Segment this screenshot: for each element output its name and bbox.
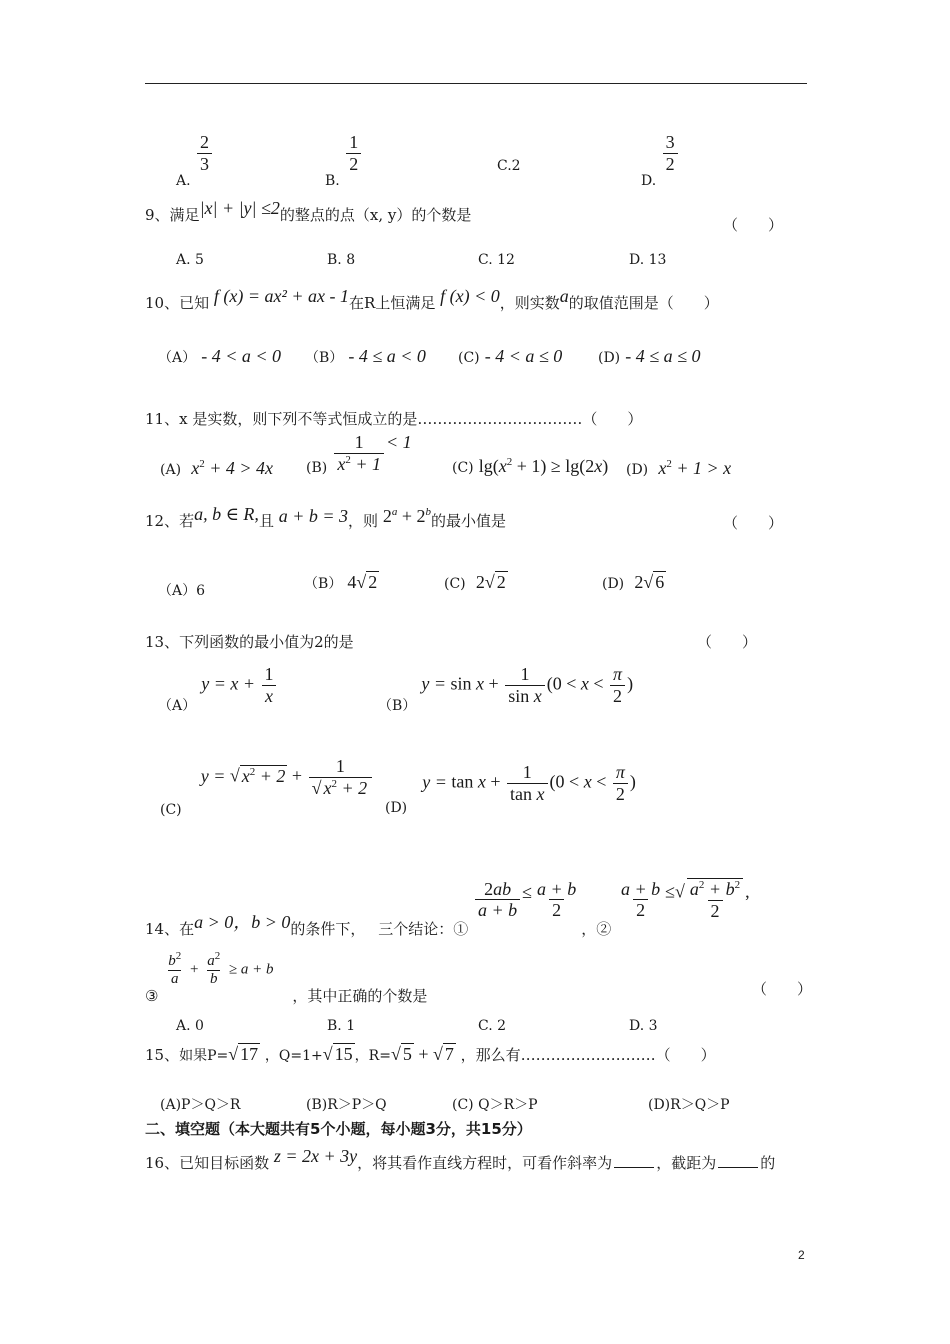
q14-option-a[interactable]: A. 0: [176, 1018, 204, 1034]
q9-option-b[interactable]: B. 8: [327, 252, 356, 268]
header-rule: [145, 83, 807, 84]
q9-option-a[interactable]: A. 5: [176, 252, 204, 268]
q11-option-a[interactable]: (A) $x^2 + 4 > 4x$: [160, 458, 274, 478]
q10-condition: f (x) < 0: [440, 286, 500, 306]
question-10: 10、已知 f (x) = ax² + ax - 1在R上恒满足 f (x) < 0，则实数a的取值范围是（ ）: [145, 286, 719, 312]
q8-option-d[interactable]: D. $\frac{3}{2}$: [641, 128, 680, 170]
question-9: 9、满足|x| + |y| ≤2的整点的点（x, y）的个数是: [145, 198, 472, 224]
q8-option-b[interactable]: B. $\frac{1}{2}$: [325, 128, 363, 170]
q13-option-b[interactable]: （B） y = sin x + $\frac{1}{\text{sin x}}$ (0 < x < $\frac{\pi}{2}$ ): [378, 664, 634, 714]
q13-option-a[interactable]: （A） y = x + $\frac{1}{x}$: [158, 664, 279, 706]
q9-option-d[interactable]: D. 13: [629, 252, 667, 268]
q14-option-c[interactable]: C. 2: [478, 1018, 507, 1034]
q14-answer-bracket: （ ）: [752, 980, 813, 998]
q16-blank-slope[interactable]: [614, 1153, 654, 1168]
q8-option-c[interactable]: C.2: [497, 158, 521, 174]
q15-option-c[interactable]: (C) Q＞R＞P: [452, 1097, 538, 1113]
q11-option-c[interactable]: (C) $\lg(x^2 + 1) \ge \lg(2x)$: [452, 456, 609, 476]
q12-option-c[interactable]: (C) 2√ 2: [444, 572, 506, 592]
page-number: 2: [798, 1248, 805, 1262]
q11-option-b[interactable]: (B) $\frac{1}{x^2 + 1}$ < 1: [306, 431, 412, 476]
q8-option-a[interactable]: A. $\frac{2}{3}$: [176, 128, 214, 170]
question-15: 15、如果P=√ 17 ，Q=1+√ 15 ，R=√ 5 + √ 7 ，那么有………………………（ ）: [145, 1044, 716, 1064]
q12-answer-bracket: （ ）: [723, 514, 784, 532]
q12-option-a[interactable]: （A）6: [158, 583, 206, 599]
q12-option-b[interactable]: （B） 4√ 2: [304, 572, 378, 592]
q15-option-d[interactable]: (D)R＞Q＞P: [648, 1097, 730, 1113]
q10-option-a[interactable]: （A） - 4 < a < 0: [158, 346, 282, 366]
question-14-cont: ③ $\frac{b^2}{a}$ + $\frac{a^2}{b}$ ≥ a + b ，其中正确的个数是: [145, 950, 428, 1006]
q12-option-d[interactable]: (D) 2√ 6: [602, 572, 665, 592]
q10-option-b[interactable]: （B） - 4 ≤ a < 0: [305, 346, 426, 366]
q14-option-b[interactable]: B. 1: [327, 1018, 356, 1034]
q15-option-b[interactable]: (B)R＞P＞Q: [306, 1097, 387, 1113]
q13-answer-bracket: （ ）: [697, 633, 758, 651]
q13-option-c[interactable]: (C) y = √ $x^2 + 2$ + $\frac{1}{√ x^2 + 2}$: [160, 756, 374, 798]
q9-math: |x| + |y| ≤2: [199, 198, 280, 218]
question-14: 14、在a > 0，b > 0的条件下， 三个结论：① $\frac{2ab}{a + b}$ ≤ $\frac{a + b}{2}$ ，② $\frac{a + b}{2}$ ≤√ $\frac{a^2 + b^2}{2}$ ,: [145, 878, 750, 938]
q9-option-c[interactable]: C. 12: [478, 252, 515, 268]
q13-option-d[interactable]: (D) y = tan x + $\frac{1}{\text{tan x}}$ (0 < x < $\frac{\pi}{2}$ ): [385, 762, 636, 816]
q10-option-c[interactable]: (C) - 4 < a ≤ 0: [458, 346, 563, 366]
q16-blank-intercept[interactable]: [718, 1153, 758, 1168]
question-13: 13、下列函数的最小值为2的是: [145, 633, 354, 651]
question-12: 12、若a, b ∈ R,且 a + b = 3，则 $2^a + 2^b$的最小值是: [145, 504, 506, 530]
question-16: 16、已知目标函数 z = 2x + 3y，将其看作直线方程时，可看作斜率为 ，截距为 的: [145, 1146, 776, 1172]
section-2-heading: 二、填空题（本大题共有5个小题，每小题3分，共15分）: [145, 1120, 532, 1138]
q14-option-d[interactable]: D. 3: [629, 1018, 658, 1034]
q10-function: f (x) = ax² + ax - 1: [213, 286, 350, 306]
question-11: 11、x 是实数，则下列不等式恒成立的是……………………………（ ）: [145, 410, 643, 428]
q10-option-d[interactable]: (D) - 4 ≤ a ≤ 0: [598, 346, 701, 366]
q11-option-d[interactable]: (D) $x^2 + 1 > x$: [626, 458, 732, 478]
q15-option-a[interactable]: (A)P＞Q＞R: [160, 1097, 241, 1113]
q9-answer-bracket: （ ）: [723, 216, 784, 234]
